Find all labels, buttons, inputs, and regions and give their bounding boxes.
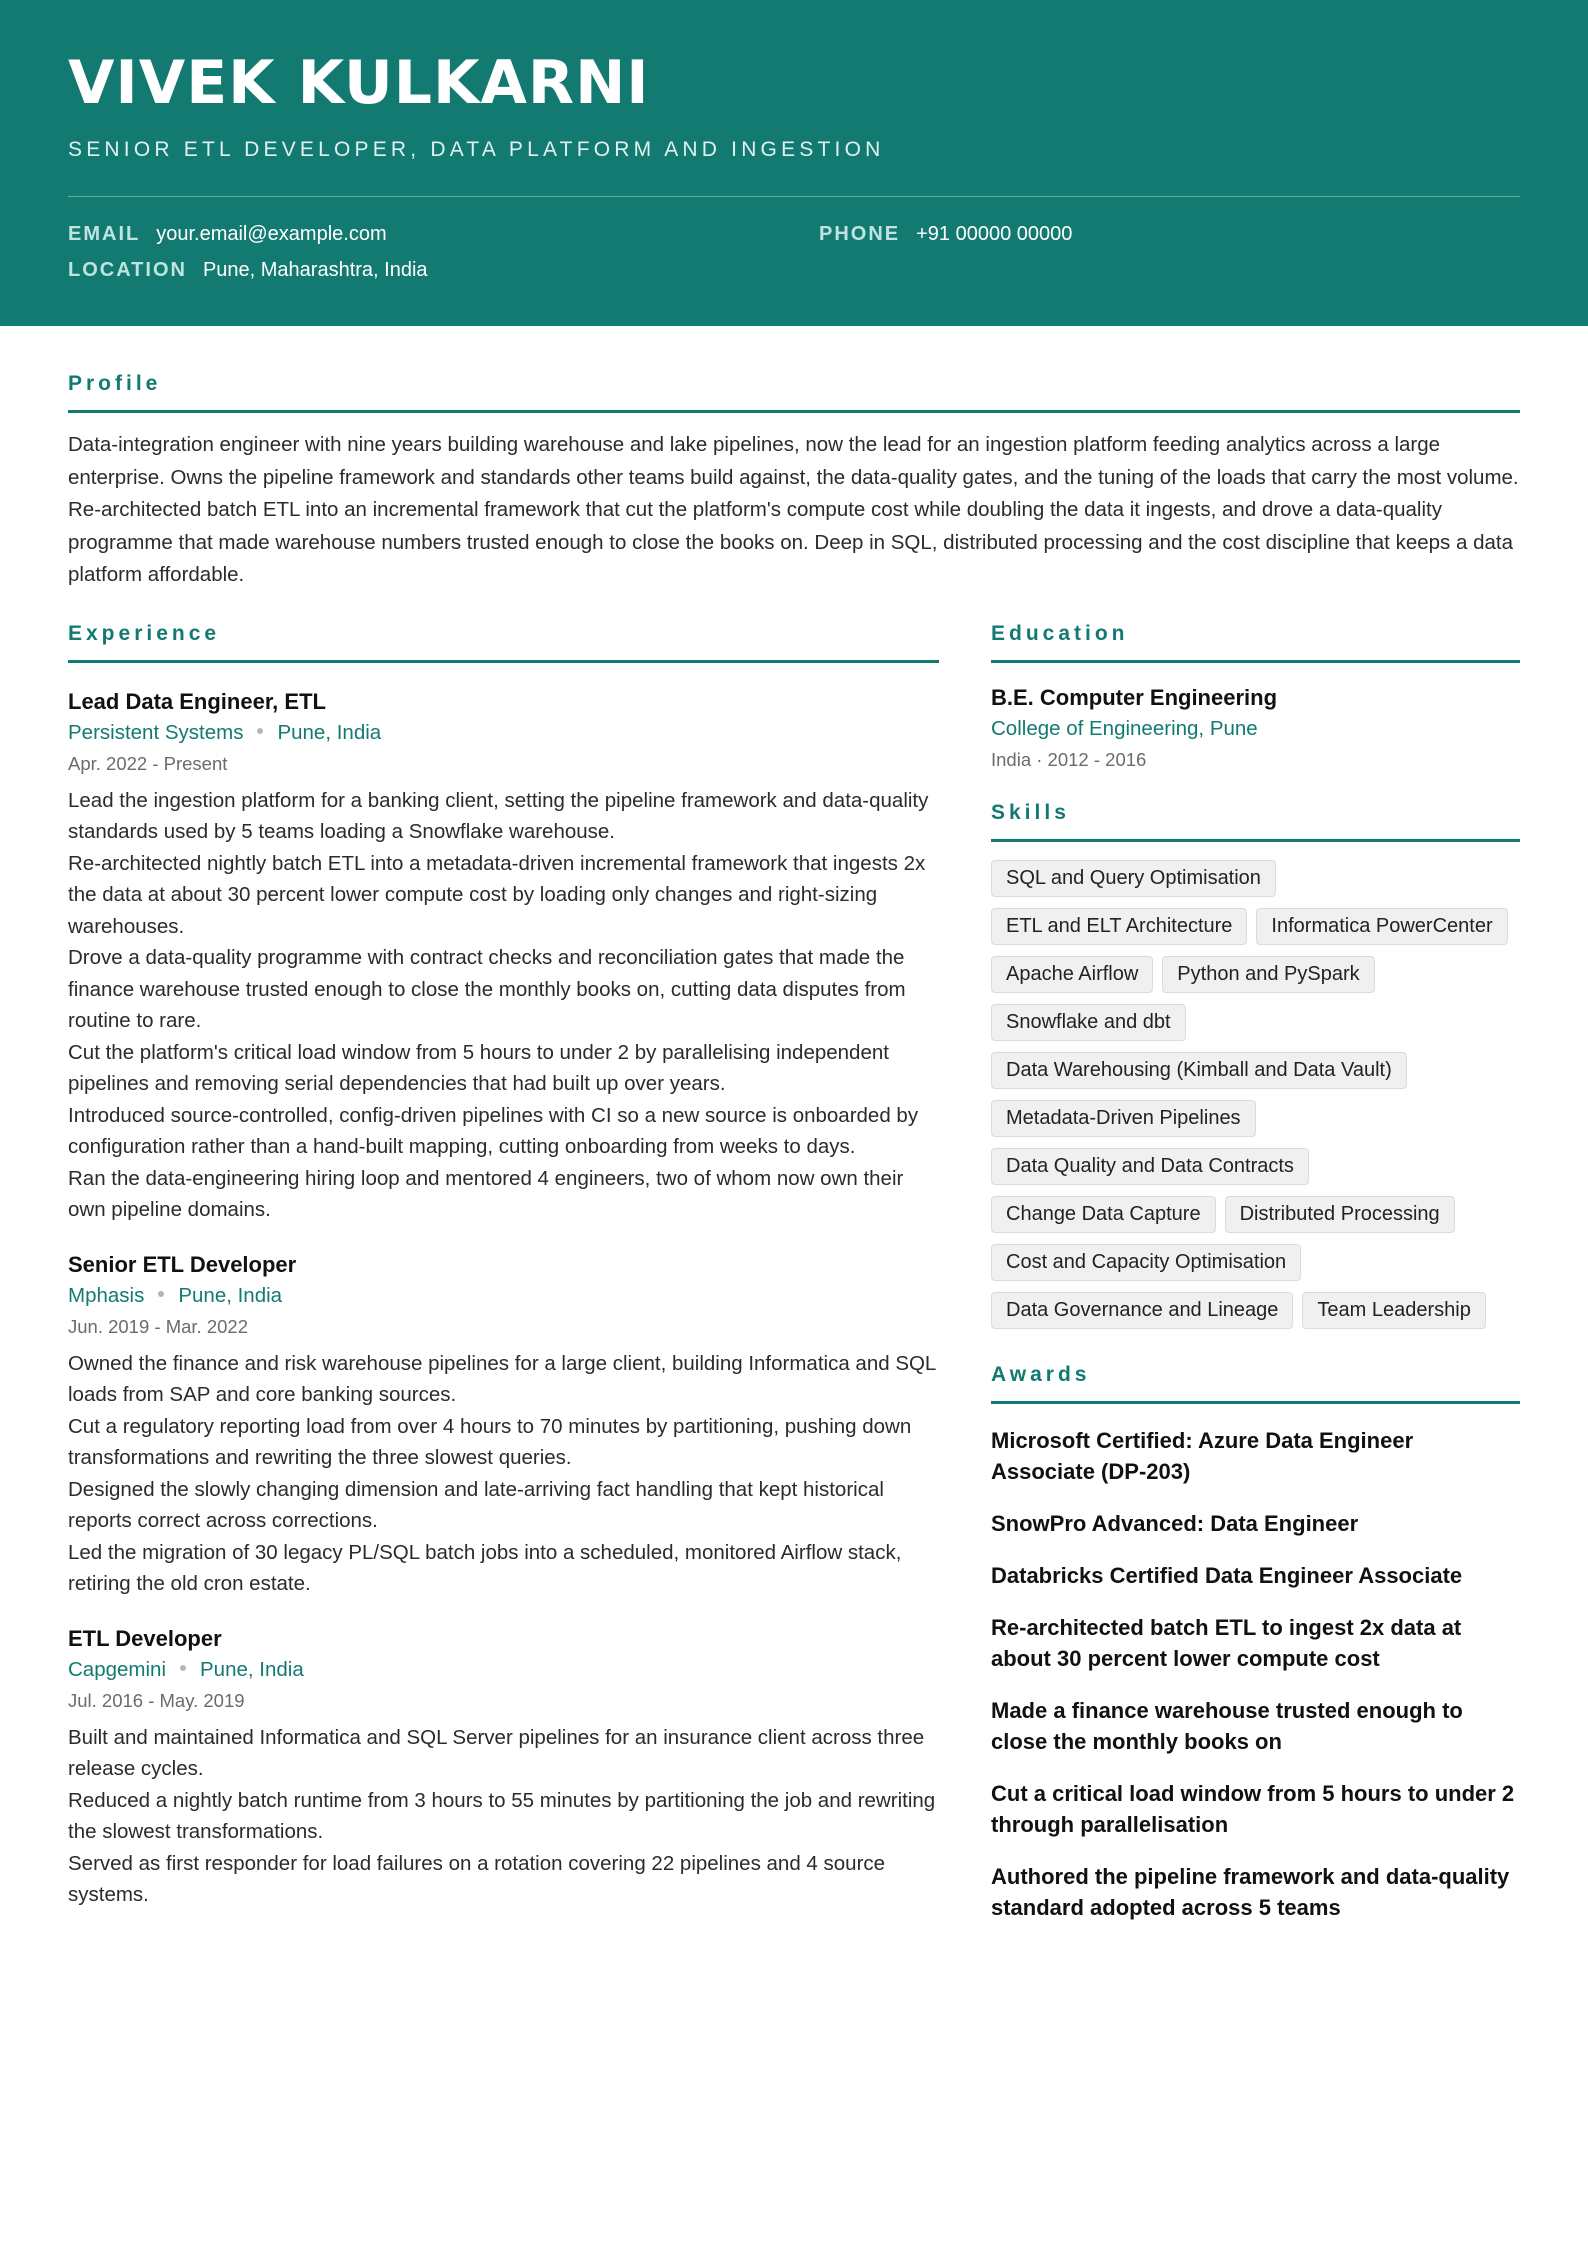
phone-label: PHONE xyxy=(819,223,901,245)
job-title: Senior ETL Developer xyxy=(68,1251,297,1277)
job-dates: Apr. 2022 - Present xyxy=(68,752,228,774)
job-company: Capgemini xyxy=(68,1657,166,1681)
achievement-item: Re-architected nightly batch ETL into a metadata-driven incremental framework that ingests 2x the data at about 30 percent lower compute cost by loading only changes and right-sizing warehouses. xyxy=(68,851,926,938)
skill-chip: Data Warehousing (Kimball and Data Vault) xyxy=(991,1052,1407,1089)
profile-summary: Data-integration engineer with nine years building warehouse and lake pipelines, now the lead for an ingestion platform feeding analytics across a large enterprise. Owns the pipeline framework and standards other teams build against, the data-quality gates, and the tuning of the loads that carry the most volume. Re-architected batch ETL into an incremental framework that cut the platform's compute cost while doubling the data it ingests, and drove a data-quality programme that made warehouse numbers trusted enough to close the books on. Deep in SQL, distributed processing and the cost discipline that keeps a data platform affordable. xyxy=(68,433,1519,586)
skills-list xyxy=(991,860,1520,1329)
award-item: Cut a critical load window from 5 hours to under 2 through parallelisation xyxy=(991,1780,1515,1837)
job-achievements xyxy=(68,785,939,1226)
achievement-item: Led the migration of 30 legacy PL/SQL batch jobs into a scheduled, monitored Airflow stack, retiring the old cron estate. xyxy=(68,1540,902,1595)
skill-chip: Snowflake and dbt xyxy=(991,1004,1186,1041)
achievement-item: Reduced a nightly batch runtime from 3 hours to 55 minutes by partitioning the job and rewriting the slowest transformations. xyxy=(68,1788,936,1843)
education-section xyxy=(991,622,1520,775)
job-employer xyxy=(68,1654,939,1686)
education-school: College of Engineering, Pune xyxy=(991,716,1258,740)
award-item: Made a finance warehouse trusted enough to close the monthly books on xyxy=(991,1697,1463,1754)
separator-dot-icon xyxy=(180,1665,186,1671)
email-label: EMAIL xyxy=(68,223,141,245)
separator-dot-icon xyxy=(158,1291,164,1297)
award-item: Authored the pipeline framework and data-quality standard adopted across 5 teams xyxy=(991,1863,1510,1920)
job-achievements xyxy=(68,1722,939,1911)
achievement-item: Ran the data-engineering hiring loop and mentored 4 engineers, two of whom now own their own pipeline domains. xyxy=(68,1166,904,1221)
job-title: Lead Data Engineer, ETL xyxy=(68,688,326,714)
profile-section xyxy=(68,326,1520,592)
contact-email xyxy=(68,223,387,246)
job-employer xyxy=(68,1280,939,1312)
separator-dot-icon xyxy=(257,728,263,734)
skill-chip: Cost and Capacity Optimisation xyxy=(991,1244,1301,1281)
resume-header xyxy=(0,0,1588,326)
awards-section xyxy=(991,1363,1520,1923)
achievement-item: Lead the ingestion platform for a banking client, setting the pipeline framework and data-quality standards used by 5 teams loading a Snowflake warehouse. xyxy=(68,788,929,843)
skills-section xyxy=(991,801,1520,1329)
skill-chip: Informatica PowerCenter xyxy=(1256,908,1507,945)
job-location: Pune, India xyxy=(178,1283,283,1307)
skills-rule xyxy=(991,839,1520,842)
education-rule xyxy=(991,660,1520,663)
contact-phone xyxy=(819,223,1072,246)
header-divider xyxy=(68,196,1520,197)
award-item: Microsoft Certified: Azure Data Engineer Associate (DP-203) xyxy=(991,1427,1414,1484)
achievement-item: Served as first responder for load failures on a rotation covering 22 pipelines and 4 source systems. xyxy=(68,1851,886,1906)
phone-value[interactable]: +91 00000 00000 xyxy=(916,223,1073,245)
job-entry xyxy=(68,1624,939,1911)
skill-chip: ETL and ELT Architecture xyxy=(991,908,1247,945)
job-location: Pune, India xyxy=(277,720,382,744)
achievement-item: Built and maintained Informatica and SQL Server pipelines for an insurance client across three release cycles. xyxy=(68,1725,925,1780)
job-location: Pune, India xyxy=(200,1657,304,1681)
job-company: Mphasis xyxy=(68,1283,145,1307)
job-achievements xyxy=(68,1348,939,1600)
location-label: LOCATION xyxy=(68,259,187,281)
profile-heading: Profile xyxy=(68,372,162,395)
experience-heading: Experience xyxy=(68,621,221,645)
achievement-item: Designed the slowly changing dimension and late-arriving fact handling that kept historical reports correct across corrections. xyxy=(68,1477,884,1532)
skill-chip: Data Quality and Data Contracts xyxy=(991,1148,1309,1185)
contact-location xyxy=(68,259,428,282)
skill-chip: Data Governance and Lineage xyxy=(991,1292,1293,1329)
experience-rule xyxy=(68,660,939,663)
job-employer xyxy=(68,717,939,749)
achievement-item: Owned the finance and risk warehouse pipelines for a large client, building Informatica and SQL loads from SAP and core banking sources. xyxy=(68,1351,936,1406)
resume-body xyxy=(0,326,1588,1920)
education-meta: India · 2012 - 2016 xyxy=(991,748,1147,770)
sidebar-column xyxy=(991,622,1520,1923)
job-dates: Jun. 2019 - Mar. 2022 xyxy=(68,1315,248,1337)
job-title: ETL Developer xyxy=(68,1625,222,1651)
achievement-item: Cut the platform's critical load window from 5 hours to under 2 by parallelising independent pipelines and removing serial dependencies that had built up over years. xyxy=(68,1040,889,1095)
job-dates: Jul. 2016 - May. 2019 xyxy=(68,1689,245,1711)
job-company: Persistent Systems xyxy=(68,720,244,744)
job-entry xyxy=(68,1250,939,1600)
skill-chip: Distributed Processing xyxy=(1225,1196,1455,1233)
email-value[interactable]: your.email@example.com xyxy=(156,223,387,245)
experience-section xyxy=(68,622,939,1911)
achievement-item: Drove a data-quality programme with contract checks and reconciliation gates that made the finance warehouse trusted enough to close the monthly books on, cutting data disputes from routine to rare. xyxy=(68,946,906,1032)
skill-chip: Apache Airflow xyxy=(991,956,1153,993)
education-heading: Education xyxy=(991,621,1129,645)
award-item: SnowPro Advanced: Data Engineer xyxy=(991,1510,1359,1536)
candidate-headline: SENIOR ETL DEVELOPER, DATA PLATFORM AND INGESTION xyxy=(68,138,885,161)
contact-info xyxy=(68,223,1520,303)
job-entry xyxy=(68,687,939,1226)
achievement-item: Introduced source-controlled, config-driven pipelines with CI so a new source is onboarded by configuration rather than a hand-built mapping, cutting onboarding from weeks to days. xyxy=(68,1103,919,1158)
awards-rule xyxy=(991,1401,1520,1404)
skills-heading: Skills xyxy=(991,800,1070,824)
skill-chip: Team Leadership xyxy=(1302,1292,1485,1329)
skill-chip: Change Data Capture xyxy=(991,1196,1216,1233)
education-degree: B.E. Computer Engineering xyxy=(991,684,1278,710)
awards-heading: Awards xyxy=(991,1362,1091,1386)
candidate-name: VIVEK KULKARNI xyxy=(68,48,650,118)
skill-chip: Metadata-Driven Pipelines xyxy=(991,1100,1256,1137)
award-item: Re-architected batch ETL to ingest 2x data at about 30 percent lower compute cost xyxy=(991,1614,1462,1671)
achievement-item: Cut a regulatory reporting load from over 4 hours to 70 minutes by partitioning, pushing down transformations and rewriting the three slowest queries. xyxy=(68,1414,912,1469)
location-value: Pune, Maharashtra, India xyxy=(202,259,428,281)
skill-chip: Python and PySpark xyxy=(1162,956,1374,993)
skill-chip: SQL and Query Optimisation xyxy=(991,860,1276,897)
award-item: Databricks Certified Data Engineer Associate xyxy=(991,1562,1463,1588)
profile-rule xyxy=(68,410,1520,413)
